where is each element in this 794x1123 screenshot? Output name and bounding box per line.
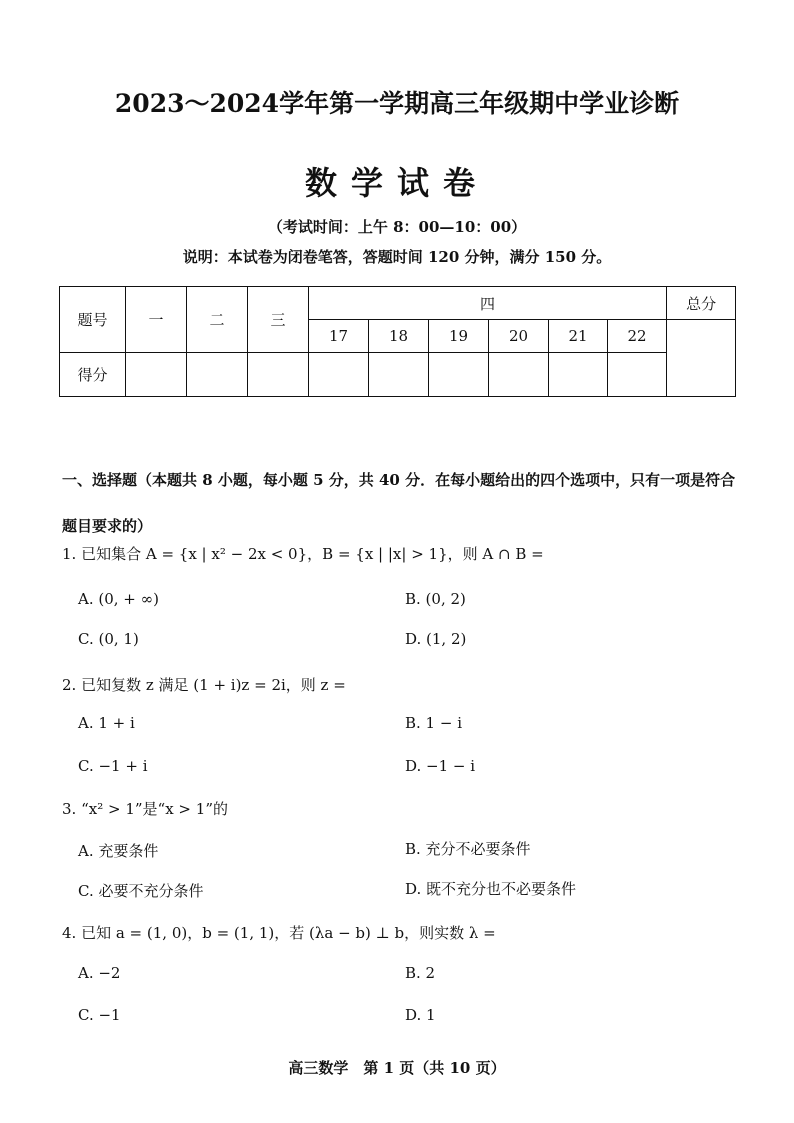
section-2-header: 二	[187, 287, 248, 353]
question-1-option-c: C. (0, 1)	[78, 630, 139, 648]
question-2-option-b: B. 1 − i	[405, 714, 463, 732]
question-2-option-a: A. 1 + i	[78, 714, 135, 732]
question-3-option-b: B. 充分不必要条件	[405, 840, 531, 858]
subject-title: 数学试卷	[304, 164, 489, 202]
score-table	[59, 286, 736, 397]
question-1-option-d: D. (1, 2)	[405, 630, 467, 648]
question-4-option-d: D. 1	[405, 1006, 436, 1024]
question-4-option-a: A. −2	[78, 964, 121, 982]
question-17-header: 17	[309, 320, 369, 353]
page-footer: 高三数学 第 1 页（共 10 页）	[288, 1059, 506, 1077]
question-3-option-c: C. 必要不充分条件	[78, 882, 204, 900]
exam-note: 说明：本试卷为闭卷笔答，答题时间 120 分钟，满分 150 分。	[182, 248, 612, 266]
question-1-option-b: B. (0, 2)	[405, 590, 466, 608]
score-cell-18[interactable]	[369, 353, 429, 397]
score-cell-20[interactable]	[489, 353, 549, 397]
question-3-option-d: D. 既不充分也不必要条件	[405, 880, 577, 898]
question-1-option-a: A. (0, + ∞)	[78, 590, 159, 608]
question-3-option-a: A. 充要条件	[78, 842, 159, 860]
question-3-stem: 3. “x² > 1”是“x > 1”的	[62, 800, 228, 818]
question-18-header: 18	[369, 320, 429, 353]
score-cell-22[interactable]	[608, 353, 667, 397]
score-cell-21[interactable]	[549, 353, 608, 397]
question-22-header: 22	[608, 320, 667, 353]
question-4-stem: 4. 已知 a = (1, 0)，b = (1, 1)，若 (λa − b) ⊥ b，则实数 λ =	[62, 924, 496, 942]
question-number-label: 题号	[60, 287, 126, 353]
score-cell-19[interactable]	[429, 353, 489, 397]
question-4-option-c: C. −1	[78, 1006, 121, 1024]
section-3-header: 三	[248, 287, 309, 353]
total-score-cell[interactable]	[667, 320, 736, 397]
score-label: 得分	[60, 353, 126, 397]
question-19-header: 19	[429, 320, 489, 353]
exam-time: （考试时间：上午 8：00—10：00）	[267, 218, 527, 236]
question-2-stem: 2. 已知复数 z 满足 (1 + i)z = 2i，则 z =	[62, 676, 346, 694]
question-21-header: 21	[549, 320, 608, 353]
section-4-header: 四	[309, 287, 667, 320]
section-1-heading: 一、选择题（本题共 8 小题，每小题 5 分，共 40 分．在每小题给出的四个选项中，只有一项是符合题目要求的）	[62, 471, 736, 535]
question-20-header: 20	[489, 320, 549, 353]
score-cell-1[interactable]	[126, 353, 187, 397]
question-2-option-c: C. −1 + i	[78, 757, 148, 775]
exam-title: 2023～2024学年第一学期高三年级期中学业诊断	[114, 89, 680, 118]
question-4-option-b: B. 2	[405, 964, 436, 982]
score-cell-2[interactable]	[187, 353, 248, 397]
question-1-stem: 1. 已知集合 A = {x | x² − 2x < 0}，B = {x | |x| > 1}，则 A ∩ B =	[62, 545, 544, 563]
question-2-option-d: D. −1 − i	[405, 757, 476, 775]
score-cell-3[interactable]	[248, 353, 309, 397]
section-1-header: 一	[126, 287, 187, 353]
total-header: 总分	[667, 287, 736, 320]
score-cell-17[interactable]	[309, 353, 369, 397]
